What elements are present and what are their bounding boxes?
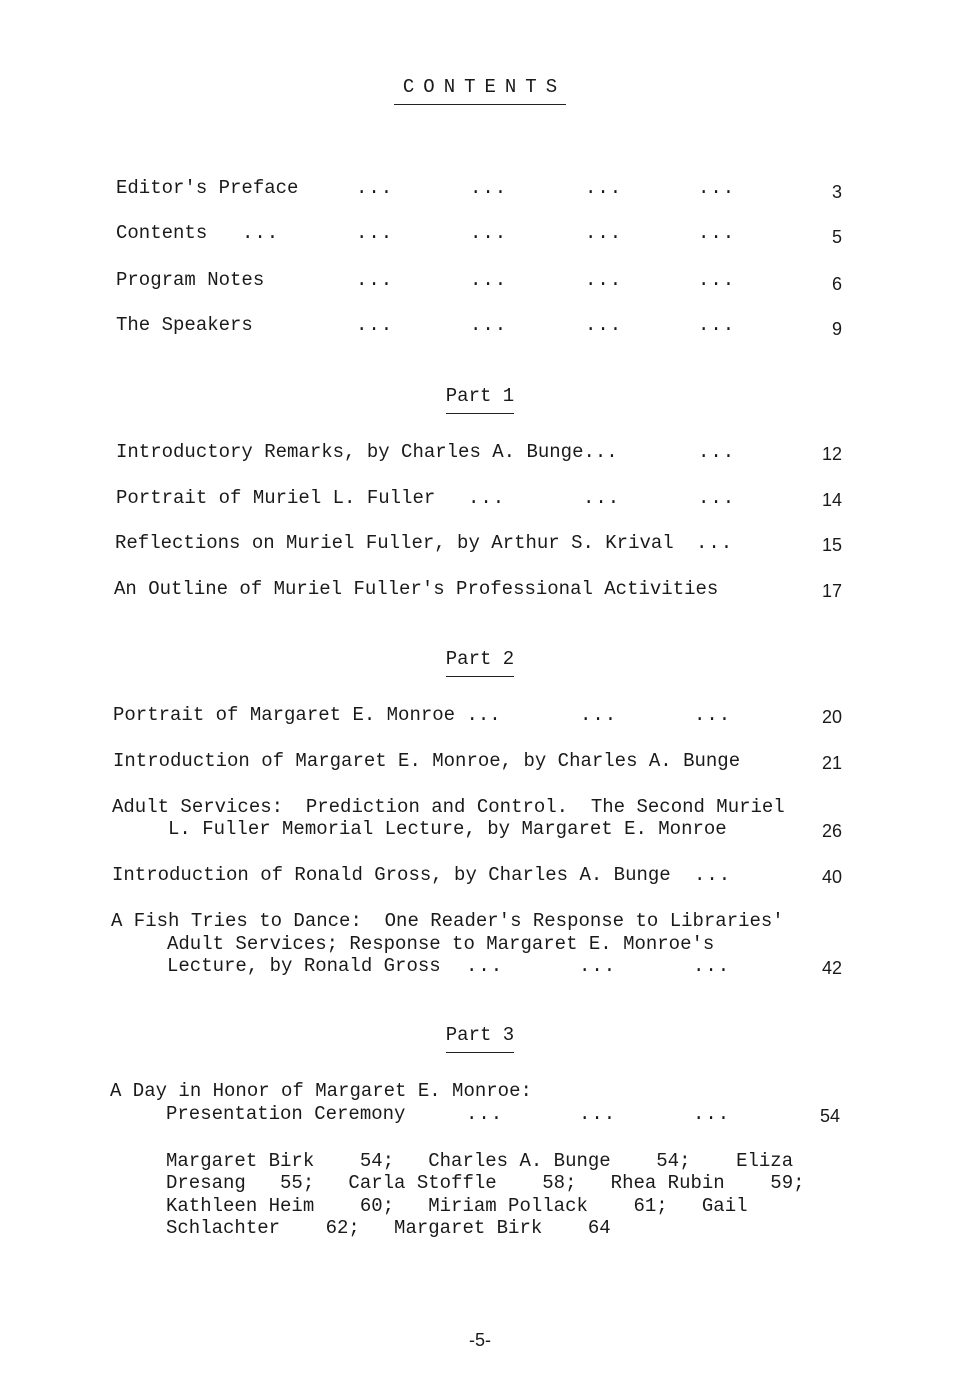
toc-entry [0, 487, 960, 511]
dot-leader: ... [466, 1103, 504, 1125]
dot-leader: ... [698, 441, 736, 463]
dot-leader: ... [585, 177, 623, 199]
toc-entry-program-notes [0, 269, 960, 293]
dot-leader: ... [698, 487, 736, 509]
toc-page-number: 54 [819, 1106, 840, 1126]
speaker-list-line [0, 1195, 960, 1219]
toc-entry-continuation [0, 955, 960, 979]
toc-page-number: 5 [831, 227, 842, 247]
toc-page-number: 20 [821, 707, 842, 727]
dot-leader: ... [585, 222, 623, 244]
dot-leader: ... [585, 269, 623, 291]
dot-leader: ... [693, 955, 731, 977]
toc-entry [0, 532, 960, 556]
toc-entry [0, 578, 960, 602]
dot-leader: ... [693, 1103, 731, 1125]
toc-entry-title-line: A Day in Honor of Margaret E. Monroe: [110, 1080, 532, 1102]
speaker-list-line [0, 1217, 960, 1241]
page-number-footer: -5- [469, 1330, 491, 1350]
toc-entry-editors-preface [0, 177, 960, 201]
toc-entry-title: Program Notes [116, 269, 265, 291]
toc-entry [0, 864, 960, 888]
toc-page-number: 6 [831, 274, 842, 294]
dot-leader: ... [470, 314, 508, 336]
toc-entry-title: Reflections on Muriel Fuller, by Arthur S. Krival [115, 532, 674, 554]
part-3-heading [0, 1024, 960, 1053]
toc-entry-title-line: Adult Services; Response to Margaret E. Monroe's [167, 933, 715, 955]
dot-leader: ... [470, 269, 508, 291]
toc-entry-contents [0, 222, 960, 246]
dot-leader: ... [579, 955, 617, 977]
dot-leader: ... [356, 177, 394, 199]
speaker-list-text: Kathleen Heim 60; Miriam Pollack 61; Gail [166, 1195, 748, 1217]
speaker-list-text: Margaret Birk 54; Charles A. Bunge 54; Eliza [166, 1150, 794, 1172]
speaker-list-line [0, 1172, 960, 1196]
toc-page-number: 42 [821, 958, 842, 978]
toc-entry-title: Portrait of Margaret E. Monroe ... [113, 704, 501, 726]
toc-entry-title: Contents [116, 222, 208, 244]
dot-leader: ... [698, 177, 736, 199]
toc-entry [0, 796, 960, 820]
dot-leader: ... [356, 314, 394, 336]
dot-leader: ... [242, 222, 280, 244]
speaker-list-text: Dresang 55; Carla Stoffle 58; Rhea Rubin 59; [166, 1172, 805, 1194]
dot-leader: ... [470, 177, 508, 199]
dot-leader: ... [585, 314, 623, 336]
part-heading-text: Part 2 [446, 648, 514, 677]
toc-entry-title: Introduction of Ronald Gross, by Charles A. Bunge [112, 864, 671, 886]
toc-entry [0, 910, 960, 934]
speaker-list-text: Schlachter 62; Margaret Birk 64 [166, 1217, 611, 1239]
dot-leader: ... [698, 314, 736, 336]
speaker-list-line [0, 1150, 960, 1174]
toc-entry-title-line: L. Fuller Memorial Lecture, by Margaret E. Monroe [168, 818, 727, 840]
toc-entry-title: The Speakers [116, 314, 253, 336]
toc-page-number: 40 [821, 867, 842, 887]
toc-entry [0, 750, 960, 774]
toc-entry [0, 1080, 960, 1104]
toc-page-number: 3 [831, 182, 842, 202]
toc-entry-title-line: Presentation Ceremony [166, 1103, 406, 1125]
dot-leader: ... [356, 269, 394, 291]
toc-entry-title: Editor's Preface [116, 177, 299, 199]
part-1-heading [0, 385, 960, 414]
toc-entry-continuation [0, 933, 960, 957]
toc-entry-title-line: A Fish Tries to Dance: One Reader's Response to Libraries' [111, 910, 784, 932]
dot-leader: ... [468, 487, 506, 509]
dot-leader: ... [466, 955, 504, 977]
dot-leader: ... [356, 222, 394, 244]
dot-leader: ... [694, 864, 732, 886]
toc-page-number: 15 [821, 535, 842, 555]
toc-entry-continuation [0, 1103, 960, 1127]
toc-page-number: 12 [821, 444, 842, 464]
toc-page-number: 9 [831, 319, 842, 339]
dot-leader: ... [470, 222, 508, 244]
toc-entry-title-line: Adult Services: Prediction and Control. The Second Muriel [112, 796, 785, 818]
dot-leader: ... [698, 222, 736, 244]
toc-page-number: 26 [821, 821, 842, 841]
dot-leader: ... [580, 704, 618, 726]
part-heading-text: Part 1 [446, 385, 514, 414]
toc-entry-title: An Outline of Muriel Fuller's Professional Activities [114, 578, 719, 600]
dot-leader: ... [583, 487, 621, 509]
contents-title [0, 76, 960, 105]
part-heading-text: Part 3 [446, 1024, 514, 1053]
toc-entry-continuation [0, 818, 960, 842]
toc-page-number: 14 [821, 490, 842, 510]
dot-leader: ... [694, 704, 732, 726]
toc-entry-title-line: Lecture, by Ronald Gross [167, 955, 441, 977]
toc-entry [0, 441, 960, 465]
dot-leader: ... [696, 532, 734, 554]
toc-entry [0, 704, 960, 728]
toc-entry-the-speakers [0, 314, 960, 338]
dot-leader: ... [698, 269, 736, 291]
dot-leader: ... [579, 1103, 617, 1125]
toc-entry-title: Introductory Remarks, by Charles A. Bunge... [116, 441, 618, 463]
toc-entry-title: Introduction of Margaret E. Monroe, by Charles A. Bunge [113, 750, 741, 772]
part-2-heading [0, 648, 960, 677]
contents-title-text: CONTENTS [394, 76, 566, 105]
toc-page-number: 17 [821, 581, 842, 601]
toc-entry-title: Portrait of Muriel L. Fuller [116, 487, 436, 509]
toc-page-number: 21 [821, 753, 842, 773]
